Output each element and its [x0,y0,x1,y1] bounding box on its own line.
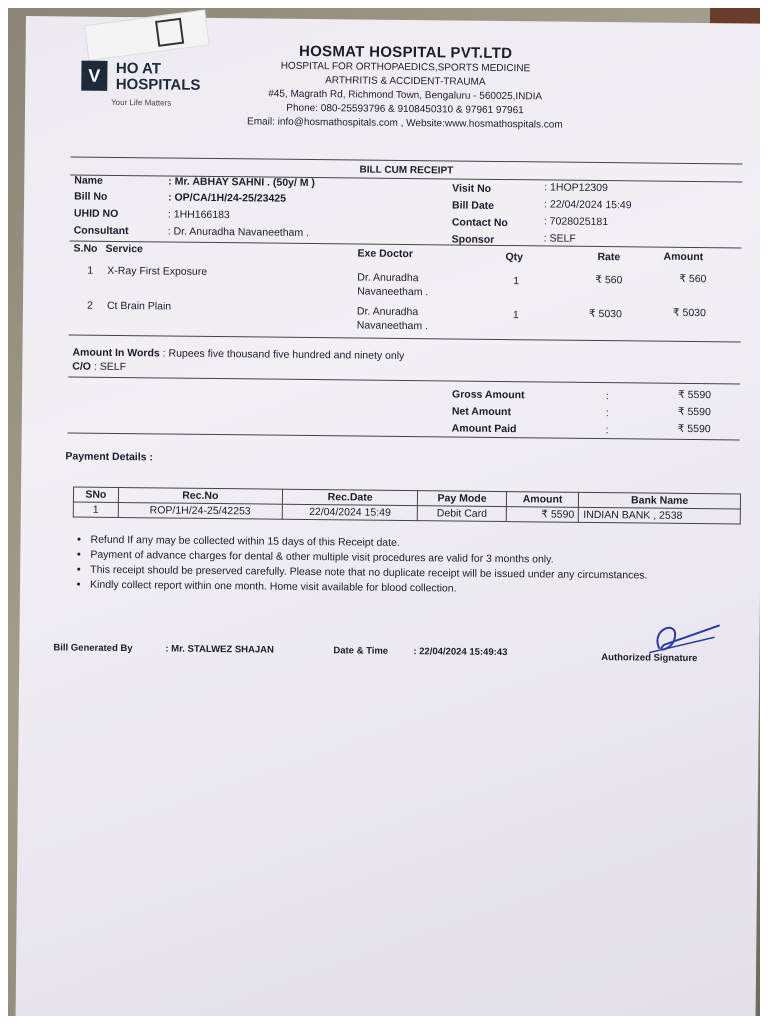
col-service: Service [105,242,144,256]
service-sno: 2 [86,299,93,312]
payment-mode: Debit Card [418,506,507,522]
bill-no: Bill No [74,190,108,203]
hospital-line1: HOSPITAL FOR ORTHOPAEDICS,SPORTS MEDICINE [280,60,531,75]
service-doctor: Dr. Anuradha [356,305,419,319]
qr-code-icon [155,18,184,47]
receipt-paper [15,16,760,1016]
totals-rule [68,376,740,384]
sticker [84,10,210,61]
service-amount: ₹ 560 [679,272,707,286]
service-doctor: Dr. Anuradha [357,271,419,285]
net-amount-sep: : [605,407,609,420]
payment-sno: 1 [73,502,118,517]
contact-no-value: : 7028025181 [543,215,609,229]
bill-date: Bill Date [451,199,495,212]
payment-bank: INDIAN BANK , 2538 [579,507,741,524]
list-item: • This receipt should be preserved carefully. Please note that no duplicate receipt will be issued under any circumstances. [90,563,740,584]
visit-no: Visit No [452,182,492,195]
payment-col-recno: Rec.No [118,487,282,504]
payment-col-paymode: Pay Mode [418,491,507,507]
hospital-phone: Phone: 080-25593796 & 9108450310 & 97961 97961 [286,102,524,117]
consultant-value: : Dr. Anuradha Navaneetham . [167,225,310,239]
date-time-label: Date & Time [333,645,389,657]
photo-background [8,8,760,1016]
payment-col-bank: Bank Name [579,492,741,509]
sponsor: Sponsor [451,233,495,246]
service-rate: ₹ 560 [595,273,623,287]
logo-mark-icon: V [81,61,107,91]
service-doctor-2: Navaneetham . [356,319,429,333]
patient-name: Name [74,174,103,187]
generated-by-value: : Mr. STALWEZ SHAJAN [165,643,274,656]
words-rule [69,334,741,342]
gross-amount-value: ₹ 5590 [678,388,712,402]
service-rate: ₹ 5030 [588,307,622,321]
care-of: C/O : SELF [72,360,127,374]
uhid-no-value: : 1HH166183 [167,208,230,222]
date-time-value: : 22/04/2024 15:49:43 [413,646,508,659]
gross-amount-label: Gross Amount [451,388,525,402]
contact-no: Contact No [451,216,508,230]
payment-amount: ₹ 5590 [506,507,579,523]
col-amount: Amount [663,250,704,264]
service-amount: ₹ 5030 [672,306,706,320]
hospital-header [195,42,616,133]
service-qty: 1 [512,309,519,322]
hospital-address: #45, Magrath Rd, Richmond Town, Bengaluru - 560025,INDIA [268,88,543,103]
payment-recno: ROP/1H/24-25/42253 [118,502,282,519]
payment-col-amount: Amount [506,492,579,508]
net-amount-label: Net Amount [451,405,512,419]
col-qty: Qty [505,251,524,264]
hospital-logo [81,61,201,108]
service-name: X-Ray First Exposure [107,264,208,278]
bill-date-value: : 22/04/2024 15:49 [543,198,632,212]
generated-by-label: Bill Generated By [53,642,133,655]
totals-bottom-rule [68,432,740,440]
notes-list [72,533,741,600]
service-qty: 1 [513,275,520,288]
amount-paid-value: ₹ 5590 [677,422,711,436]
logo-tagline: Your Life Matters [111,97,172,108]
col-rate: Rate [597,250,621,264]
amount-in-words: Amount In Words : Rupees five thousand five hundred and ninety only [72,346,405,362]
uhid-no: UHID NO [73,207,119,220]
hospital-line2: ARTHRITIS & ACCIDENT-TRAUMA [325,75,486,88]
sponsor-value: : SELF [543,232,576,245]
list-item: • Kindly collect report within one month. Home visit available for blood collection. [90,578,740,599]
service-doctor-2: Navaneetham . [357,285,429,299]
payment-details-title: Payment Details : [65,450,153,464]
list-item: • Refund If any may be collected within 15 days of this Receipt date. [90,533,740,554]
bill-no-value: : OP/CA/1H/24-25/23425 [168,191,287,205]
visit-no-value: : 1HOP12309 [544,181,608,195]
col-doctor: Exe Doctor [357,247,414,261]
logo-line2: HOSPITALS [115,75,201,94]
gross-amount-sep: : [605,390,610,403]
amount-paid-label: Amount Paid [451,422,517,436]
payment-col-sno: SNo [73,487,118,502]
bill-title: BILL CUM RECEIPT [70,157,742,182]
consultant: Consultant [73,224,129,238]
authorized-signature-label: Authorized Signature [601,652,698,665]
payment-col-recdate: Rec.Date [282,489,418,505]
patient-name-value: : Mr. ABHAY SAHNI . (50y/ M ) [168,175,315,190]
hospital-email: Email: info@hosmathospitals.com , Website:www.hosmathospitals.com [247,116,563,131]
list-item: • Payment of advance charges for dental & other multiple visit procedures are valid for 3 months only. [90,548,740,569]
payment-table [73,487,741,525]
hospital-name: HOSMAT HOSPITAL PVT.LTD [298,42,513,63]
logo-line1: HO AT [115,59,161,78]
service-sno: 1 [87,264,94,277]
payment-recdate: 22/04/2024 15:49 [282,504,418,520]
service-name: Ct Brain Plain [106,299,172,313]
net-amount-value: ₹ 5590 [677,405,711,419]
col-sno: S.No [73,242,98,255]
amount-paid-sep: : [605,424,609,437]
